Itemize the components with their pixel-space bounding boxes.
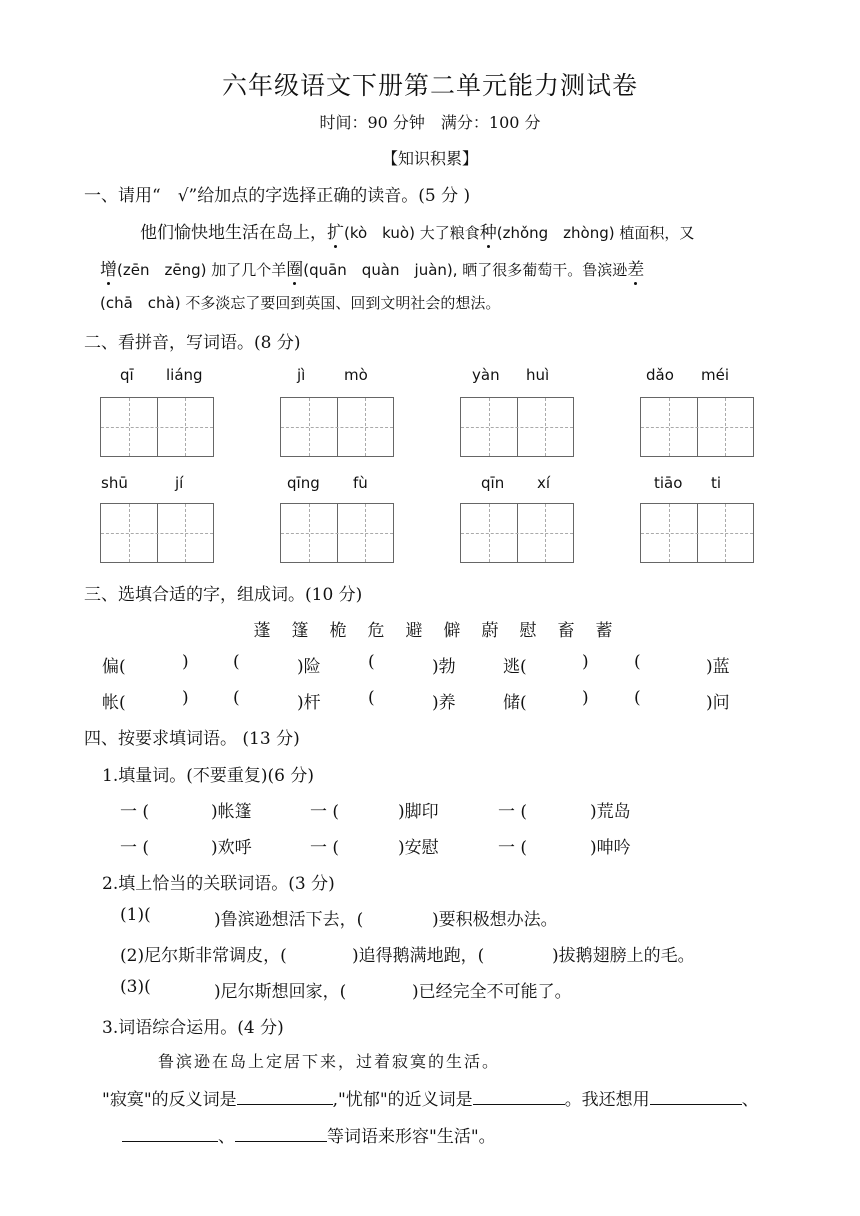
conj-item: )尼尔斯想回家，( <box>214 982 347 1002</box>
word-use-text: 。我还想用 <box>564 1090 650 1110</box>
q3-item: ( <box>368 688 375 708</box>
measure-item: 一 ( <box>310 838 340 858</box>
pinyin-7a: qīn <box>481 474 505 492</box>
q3-item: )杆 <box>297 693 321 713</box>
conj-item: )拔鹅翅膀上的毛。 <box>552 946 695 966</box>
char-choices <box>243 616 623 641</box>
q1-text: (zhǒng zhòng) 植面积，又 <box>496 224 695 242</box>
q2-heading: 二、看拼音，写词语。(8 分) <box>84 333 301 353</box>
conj-item: )已经完全不可能了。 <box>412 982 572 1002</box>
q1-heading: 一、请用“ √”给加点的字选择正确的读音。(5 分 ) <box>84 186 471 206</box>
q3-item: ( <box>233 688 240 708</box>
section-label: 【知识积累】 <box>381 149 478 168</box>
measure-item: 一 ( <box>498 802 528 822</box>
q3-item: ) <box>582 652 589 672</box>
conj-item: (2)尼尔斯非常调皮，( <box>120 946 287 966</box>
writing-box[interactable] <box>100 503 214 563</box>
writing-box[interactable] <box>460 503 574 563</box>
writing-box[interactable] <box>280 503 394 563</box>
pinyin-5a: shū <box>101 474 128 492</box>
writing-box[interactable] <box>460 397 574 457</box>
word-use-text: 、 <box>741 1090 759 1110</box>
q1-line-3: (chā chà) 不多淡忘了要回到英国、回到文明社会的想法。 <box>100 294 501 312</box>
choice-char: 蔚 <box>481 621 499 641</box>
measure-item: )脚印 <box>398 802 439 822</box>
choice-char: 畜 <box>557 621 575 641</box>
q3-item: ( <box>634 688 641 708</box>
pinyin-6a: qīng <box>287 474 320 492</box>
q3-item: 逃( <box>503 657 527 677</box>
q3-item: ) <box>582 688 589 708</box>
q3-item: ) <box>182 688 189 708</box>
measure-item: )欢呼 <box>211 838 252 858</box>
writing-box[interactable] <box>640 503 754 563</box>
pinyin-7b: xí <box>537 474 551 492</box>
measure-item: )呻吟 <box>590 838 631 858</box>
writing-box[interactable] <box>100 397 214 457</box>
choice-char: 桅 <box>329 621 347 641</box>
word-use-text: ,"忧郁"的近义词是 <box>332 1090 473 1110</box>
writing-box[interactable] <box>640 397 754 457</box>
word-use-line-1 <box>102 1085 759 1110</box>
pinyin-1b: liáng <box>166 366 203 384</box>
pinyin-4b: méi <box>701 366 730 384</box>
answer-blank[interactable] <box>473 1103 565 1105</box>
measure-item: )荒岛 <box>590 802 631 822</box>
dotted-char: 增 <box>100 260 117 280</box>
q3-item: ( <box>233 652 240 672</box>
word-use-text: 等词语来形容"生活"。 <box>327 1127 496 1147</box>
dotted-char: 圈 <box>286 260 304 280</box>
pinyin-6b: fù <box>353 474 368 492</box>
dotted-char: 种 <box>479 223 497 243</box>
q1-line-1 <box>140 218 694 243</box>
q3-item: ( <box>634 652 641 672</box>
choice-char: 篷 <box>291 621 309 641</box>
pinyin-4a: dǎo <box>646 366 674 384</box>
q3-item: ( <box>368 652 375 672</box>
measure-item: 一 ( <box>120 838 150 858</box>
example-sentence: 鲁滨逊在岛上定居下来，过着寂寞的生活。 <box>158 1052 501 1071</box>
q1-text: (zēn zēng) 加了几个羊 <box>117 261 287 279</box>
conj-item: )追得鹅满地跑，( <box>352 946 485 966</box>
dotted-char: 扩 <box>327 223 344 243</box>
q3-heading: 三、选填合适的字，组成词。(10 分) <box>84 585 363 605</box>
exam-info: 时间：90 分钟 满分：100 分 <box>319 113 541 132</box>
answer-blank[interactable] <box>235 1140 327 1142</box>
writing-box[interactable] <box>280 397 394 457</box>
q1-text: (quān quàn juàn), 晒了很多葡萄干。鲁滨逊 <box>303 261 628 279</box>
conj-item: )要积极想办法。 <box>432 910 558 930</box>
q4-s1-title: 1.填量词。(不要重复)(6 分) <box>102 766 314 786</box>
measure-item: )安慰 <box>398 838 439 858</box>
q1-text: 他们愉快地生活在岛上， <box>140 223 327 243</box>
choice-char: 危 <box>367 621 385 641</box>
q3-item: 帐( <box>102 693 126 713</box>
answer-blank[interactable] <box>237 1103 333 1105</box>
pinyin-2b: mò <box>344 366 368 384</box>
pinyin-3a: yàn <box>472 366 500 384</box>
pinyin-2a: jì <box>297 366 306 384</box>
conj-item: (1)( <box>120 905 151 925</box>
q3-item: )养 <box>432 693 456 713</box>
measure-item: 一 ( <box>498 838 528 858</box>
measure-item: 一 ( <box>310 802 340 822</box>
q3-item: 偏( <box>102 657 126 677</box>
dotted-char: 差 <box>627 260 645 280</box>
answer-blank[interactable] <box>650 1103 742 1105</box>
pinyin-5b: jí <box>175 474 184 492</box>
word-use-text: "寂寞"的反义词是 <box>102 1090 237 1110</box>
conj-item: (3)( <box>120 977 151 997</box>
q4-s3-title: 3.词语综合运用。(4 分) <box>102 1018 284 1038</box>
choice-char: 僻 <box>443 621 461 641</box>
q1-line-2 <box>100 255 644 280</box>
q3-item: 储( <box>503 693 527 713</box>
pinyin-1a: qī <box>120 366 134 384</box>
q4-heading: 四、按要求填词语。 (13 分) <box>84 729 300 749</box>
q4-s2-title: 2.填上恰当的关联词语。(3 分) <box>102 874 335 894</box>
q3-item: )问 <box>706 693 730 713</box>
measure-item: )帐篷 <box>211 802 252 822</box>
q3-item: ) <box>182 652 189 672</box>
q1-text: (kò kuò) 大了粮食 <box>344 224 480 242</box>
choice-char: 蓬 <box>253 621 271 641</box>
choice-char: 蓄 <box>595 621 613 641</box>
q3-item: )勃 <box>432 657 456 677</box>
q3-item: )蓝 <box>706 657 730 677</box>
choice-char: 慰 <box>519 621 537 641</box>
word-use-text: 、 <box>218 1127 235 1147</box>
pinyin-3b: huì <box>526 366 550 384</box>
measure-item: 一 ( <box>120 802 150 822</box>
word-use-line-2 <box>122 1122 496 1147</box>
pinyin-8b: ti <box>711 474 722 492</box>
conj-item: )鲁滨逊想活下去，( <box>214 910 364 930</box>
q3-item: )险 <box>297 657 321 677</box>
pinyin-8a: tiāo <box>654 474 683 492</box>
answer-blank[interactable] <box>122 1140 218 1142</box>
choice-char: 避 <box>405 621 423 641</box>
page-title: 六年级语文下册第二单元能力测试卷 <box>221 71 638 100</box>
